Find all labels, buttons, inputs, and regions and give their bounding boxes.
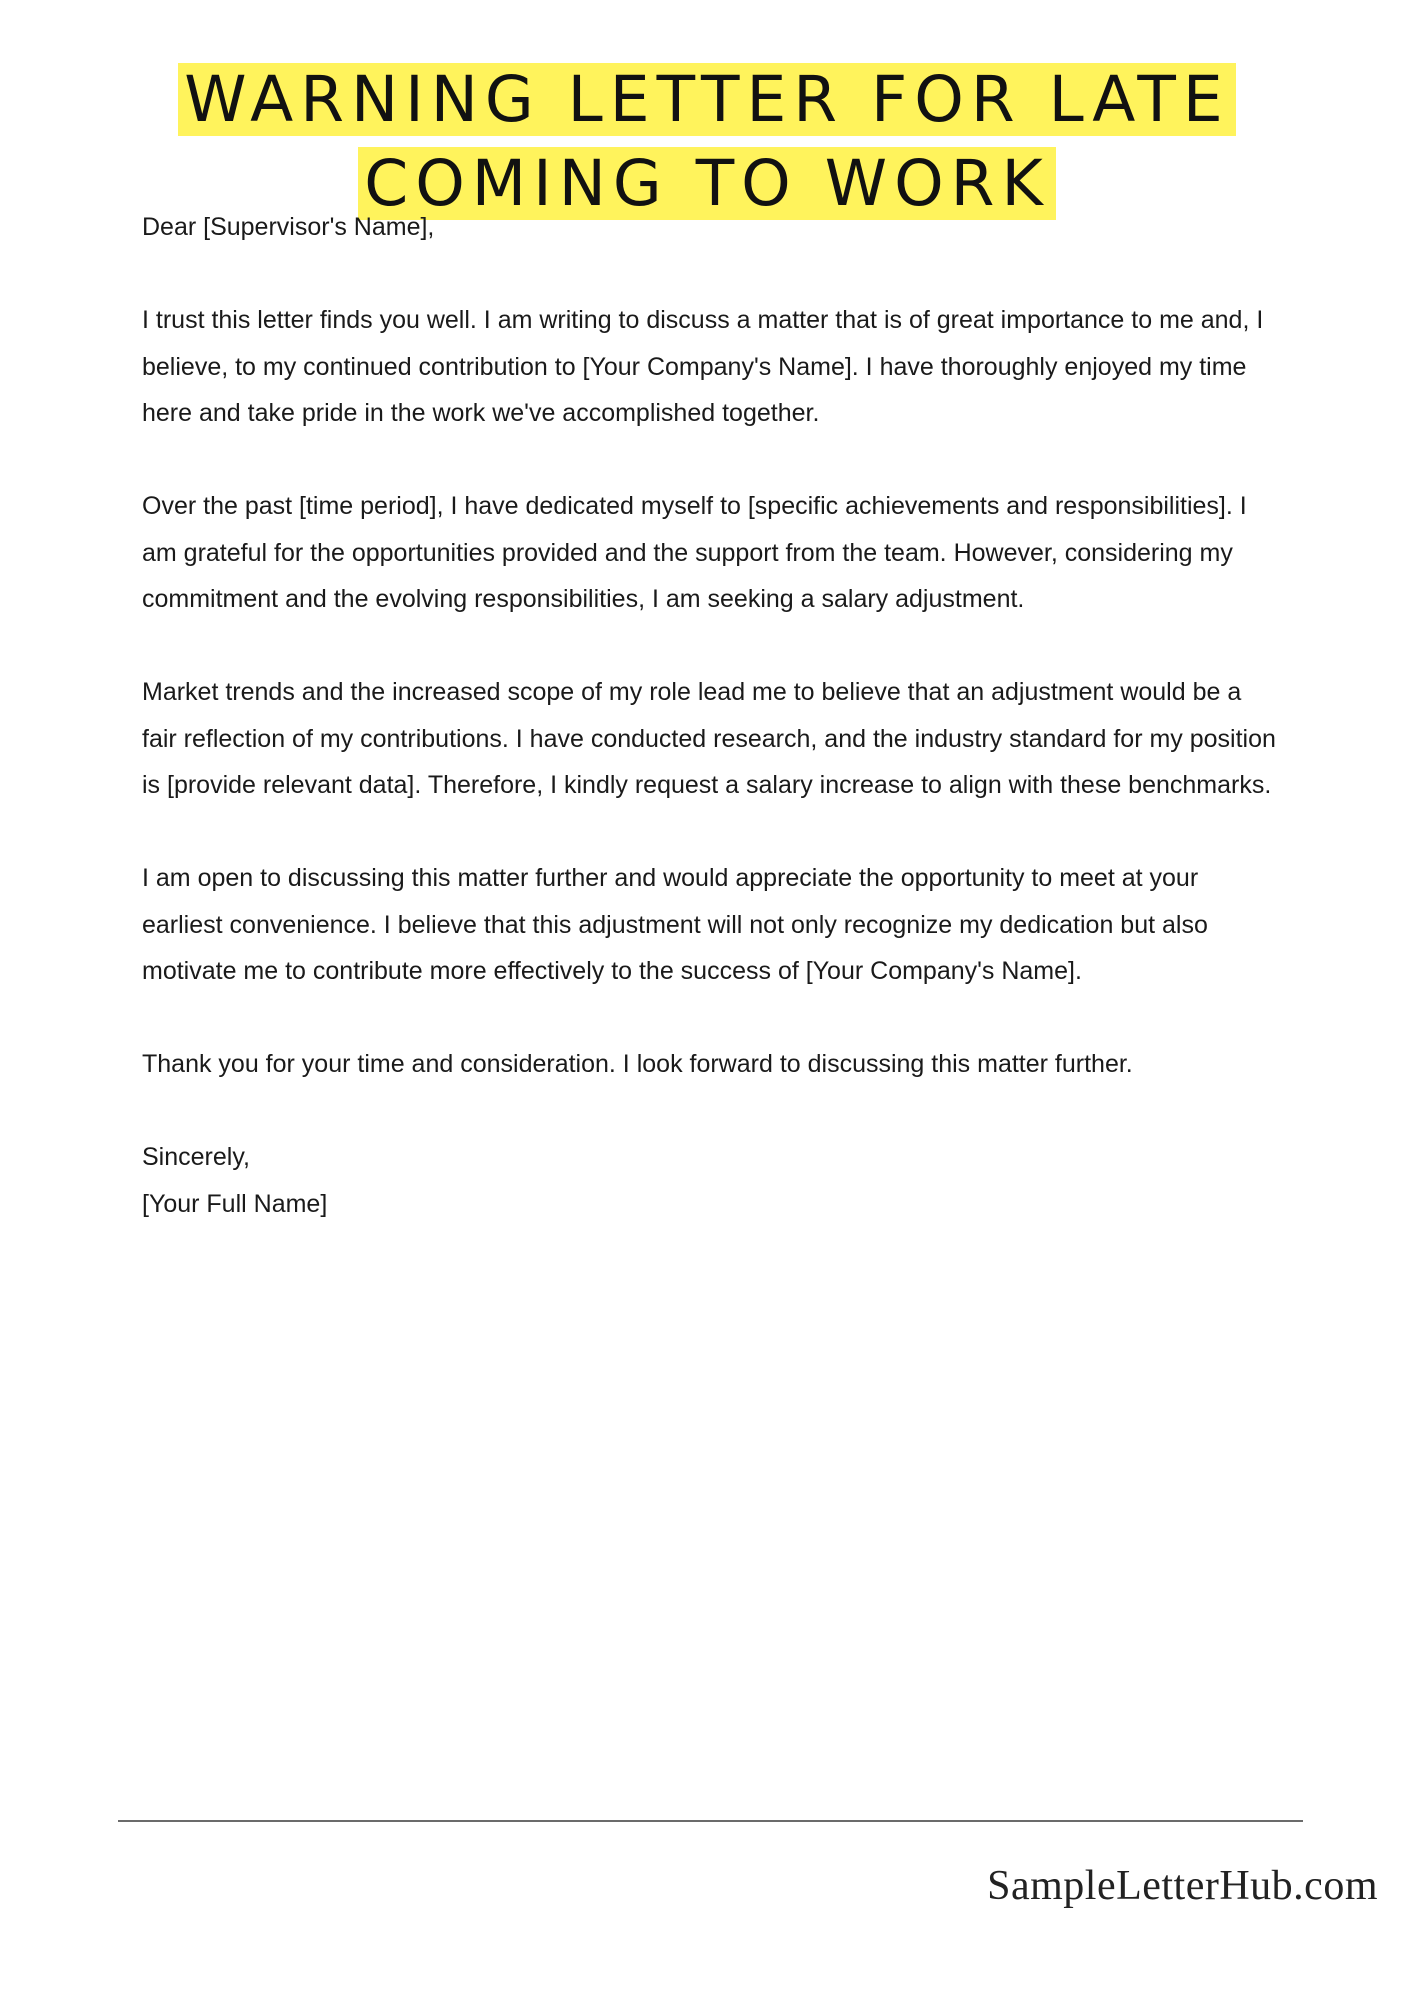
title-line-2: COMING TO WORK: [358, 147, 1056, 220]
paragraph-1: I trust this letter finds you well. I am writing to discuss a matter that is of great importance to me and, I believe, to my continued contribution to [Your Company's Name]. I have thoroughly enjoyed my time here and take pride in the work we've accomplished together.: [142, 306, 1264, 427]
footer-divider: [118, 1820, 1303, 1822]
letter-body: [142, 204, 1282, 1227]
brand-logo-text: SampleLetterHub.com: [987, 1863, 1378, 1909]
paragraph-3: Market trends and the increased scope of my role lead me to believe that an adjustment would be a fair reflection of my contributions. I have conducted research, and the industry standard for my position is [provide relevant data]. Therefore, I kindly request a salary increase to align with these benchmarks.: [142, 678, 1276, 799]
page-title: [0, 58, 1414, 226]
title-line-1: WARNING LETTER FOR LATE: [178, 63, 1235, 136]
signature: [Your Full Name]: [142, 1189, 328, 1218]
paragraph-4: I am open to discussing this matter further and would appreciate the opportunity to meet at your earliest convenience. I believe that this adjustment will not only recognize my dedication but also motivate me to contribute more effectively to the success of [Your Company's Name].: [142, 864, 1208, 985]
closing: Sincerely,: [142, 1143, 250, 1171]
paragraph-2: Over the past [time period], I have dedicated myself to [specific achievements and responsibilities]. I am grateful for the opportunities provided and the support from the team. However, considering my commitment and the evolving responsibilities, I am seeking a salary adjustment.: [142, 492, 1247, 613]
paragraph-5: Thank you for your time and consideration. I look forward to discussing this matter further.: [142, 1050, 1133, 1078]
salutation: Dear [Supervisor's Name],: [142, 213, 435, 241]
